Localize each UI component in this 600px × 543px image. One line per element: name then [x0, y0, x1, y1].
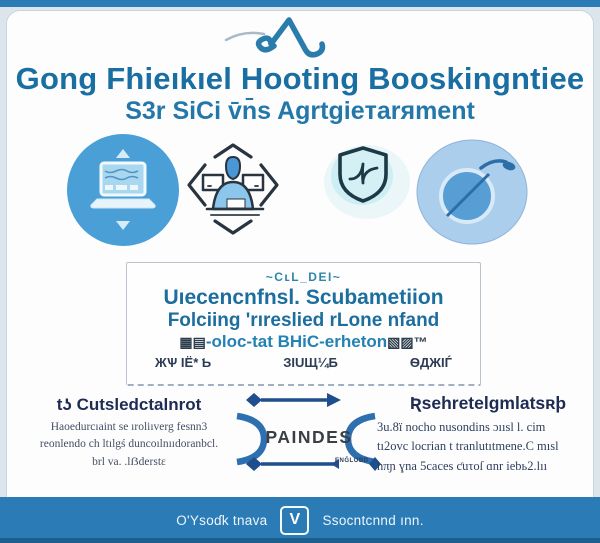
bottom-right-line-2: tı2ovc locrian t tranlutıtmene.C mısl [377, 439, 559, 454]
laptop-sync-icon [67, 134, 179, 246]
footnote-2: ЗIUЩ¼Б [283, 355, 338, 370]
bottom-left-line-1: Haoedurcıaint se ıroliıverg fesnn3 [50, 421, 208, 433]
footer-bottom-edge [0, 538, 600, 543]
bottom-right-heading: Ʀsehretelgmlatsʀþ [409, 393, 567, 413]
summary-footnotes [127, 352, 480, 370]
bottom-right-line-3: hπɲ ɣna 5caces ƈuτoſ ɑnr iebь2.lıı [377, 458, 548, 473]
summary-box-header: ~CʟL_DEI~ [265, 270, 342, 284]
footer-left-text: O'Ysoɗk tnava [176, 512, 268, 528]
top-strip [0, 0, 600, 7]
footer-logo-icon [280, 506, 309, 535]
bottom-left-line-2: reonlendo ch ltılgś duncoılnııdoranbcl. [39, 438, 219, 451]
summary-line-3 [127, 332, 480, 352]
summary-line-3-main: -oloc-tat BHiC-erheton [205, 332, 388, 351]
footer-right-text: Ssocntcnnd ınn. [322, 512, 424, 528]
center-motif [223, 389, 389, 483]
brand-logo-icon [212, 13, 362, 59]
footnote-3: ѲДЖІЃ [409, 355, 452, 370]
footnote-1: ЖѰ ІЁ* Ƅ [155, 355, 212, 370]
footer-bar [0, 497, 600, 543]
arrow-caption: ENĞLOBD [335, 458, 369, 464]
summary-box [126, 262, 481, 386]
summary-line-1: Uıecencnfnsl. Scubametiion [163, 286, 444, 309]
shield-branch-icon [317, 134, 417, 229]
summary-line-2: Folciing 'rıreslied rLone nfand [167, 310, 440, 331]
footer-logo-letter: V [289, 511, 301, 528]
bottom-right-line-1: 3u.8ï nocho nusondins ɔıısl l. cim [377, 420, 546, 434]
reception-desk-icon [177, 137, 289, 245]
infographic-card [6, 10, 594, 499]
bottom-left-block [17, 395, 241, 471]
summary-line-3-left: ▦▤ [179, 334, 206, 350]
center-label: PAINDES [265, 427, 353, 447]
bottom-right-block [377, 393, 599, 476]
bottom-left-line-3: brl va. .lẞderstɛ [92, 455, 166, 468]
summary-line-3-right: ▧▨™ [387, 334, 428, 350]
page-title: Gong Fhieıkıel Hooting Booskingntiee [15, 61, 585, 96]
bottom-left-heading: tʖ Cutsledctalnrot [56, 395, 202, 414]
page-subtitle: S3r SiCi v̄n̄s Agrtgieтarяment [125, 97, 475, 125]
globe-slash-icon [415, 138, 529, 246]
